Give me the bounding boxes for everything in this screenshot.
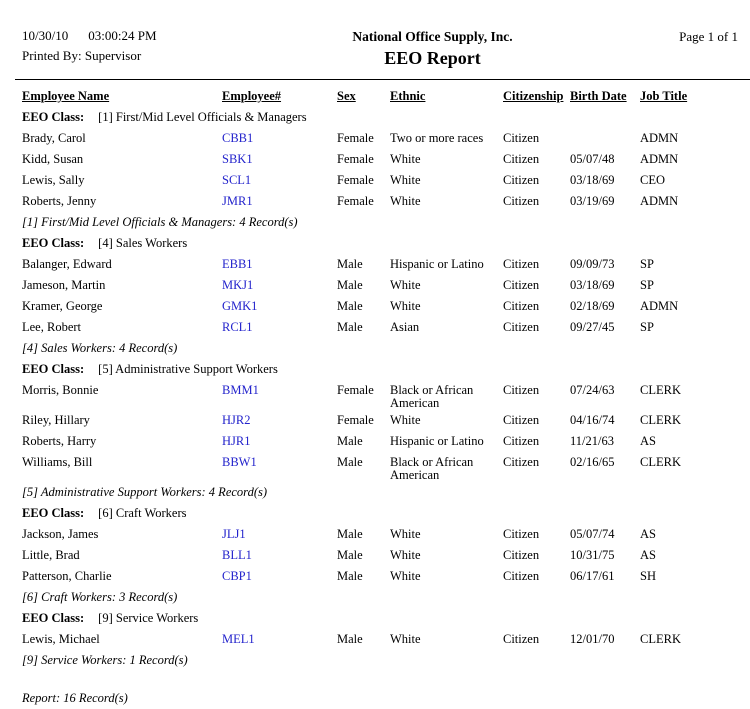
ethnic-cell: Hispanic or Latino [390,434,484,448]
birth-date-cell: 02/16/65 [570,455,615,469]
sex-cell: Male [337,257,363,271]
group-rows [22,254,738,338]
eeo-class-name: [4] Sales Workers [98,236,188,250]
citizenship-cell: Citizen [503,527,540,541]
sex-cell: Male [337,527,363,541]
employee-row [22,452,738,482]
page-indicator: Page 1 of 1 [679,29,738,44]
sex-cell: Female [337,131,374,145]
birth-date-cell: 07/24/63 [570,383,615,397]
birth-date-cell: 09/09/73 [570,257,615,271]
job-title-cell: SP [640,278,654,292]
header-rule [15,79,750,80]
employee-row [22,191,738,212]
citizenship-cell: Citizen [503,299,540,313]
employee-number-link[interactable]: JMR1 [222,194,253,208]
sex-cell: Male [337,299,363,313]
employee-row [22,545,738,566]
eeo-class-header [22,503,738,524]
employee-number-link[interactable]: BLL1 [222,548,252,562]
group-record-count: [5] Administrative Support Workers: 4 Record(s) [22,485,268,499]
company-name: National Office Supply, Inc. [352,29,513,44]
job-title-cell: ADMN [640,152,679,166]
group-rows [22,128,738,212]
col-birth-date: Birth Date [570,89,627,103]
sex-cell: Male [337,455,363,469]
sex-cell: Female [337,413,374,427]
print-time: 03:00:24 PM [88,28,157,43]
employee-number-link[interactable]: SCL1 [222,173,252,187]
employee-name-cell: Kramer, George [22,299,103,313]
citizenship-cell: Citizen [503,320,540,334]
birth-date-cell: 03/18/69 [570,278,615,292]
print-info [22,28,237,64]
eeo-class-group [22,608,738,671]
ethnic-cell: Black or African American [390,383,474,410]
report-title: EEO Report [384,48,481,68]
sex-cell: Male [337,434,363,448]
eeo-class-group [22,233,738,359]
employee-name-cell: Brady, Carol [22,131,86,145]
citizenship-cell: Citizen [503,413,540,427]
job-title-cell: AS [640,548,656,562]
employee-name-cell: Patterson, Charlie [22,569,112,583]
ethnic-cell: White [390,299,421,313]
employee-name-cell: Kidd, Susan [22,152,84,166]
job-title-cell: AS [640,434,656,448]
job-title-cell: CLERK [640,383,681,397]
employee-row [22,380,738,410]
employee-number-link[interactable]: JLJ1 [222,527,246,541]
job-title-cell: SH [640,569,656,583]
title-block [237,28,628,69]
group-record-count: [6] Craft Workers: 3 Record(s) [22,590,178,604]
ethnic-cell: White [390,527,421,541]
employee-name-cell: Balanger, Edward [22,257,112,271]
column-header-row [22,86,738,107]
employee-name-cell: Roberts, Harry [22,434,97,448]
employee-row [22,524,738,545]
sex-cell: Male [337,320,363,334]
employee-number-link[interactable]: BMM1 [222,383,259,397]
sex-cell: Male [337,569,363,583]
employee-name-cell: Roberts, Jenny [22,194,97,208]
citizenship-cell: Citizen [503,194,540,208]
employee-row [22,275,738,296]
col-job-title: Job Title [640,89,688,103]
group-record-count: [9] Service Workers: 1 Record(s) [22,653,188,667]
birth-date-cell: 04/16/74 [570,413,615,427]
eeo-class-label: EEO Class: [22,506,85,520]
sex-cell: Female [337,152,374,166]
group-rows [22,629,738,650]
sex-cell: Female [337,383,374,397]
employee-number-link[interactable]: EBB1 [222,257,253,271]
employee-name-cell: Jackson, James [22,527,99,541]
eeo-class-name: [6] Craft Workers [98,506,187,520]
citizenship-cell: Citizen [503,257,540,271]
employee-name-cell: Little, Brad [22,548,80,562]
job-title-cell: CLERK [640,455,681,469]
eeo-class-header [22,107,738,128]
birth-date-cell: 11/21/63 [570,434,614,448]
ethnic-cell: White [390,278,421,292]
birth-date-cell: 02/18/69 [570,299,615,313]
group-record-count: [1] First/Mid Level Officials & Managers: 4 Record(s) [22,215,298,229]
birth-date-cell: 05/07/74 [570,527,615,541]
job-title-cell: CLERK [640,632,681,646]
group-rows [22,380,738,482]
ethnic-cell: Asian [390,320,420,334]
report-body [22,107,738,671]
job-title-cell: ADMN [640,194,679,208]
citizenship-cell: Citizen [503,548,540,562]
group-record-count: [4] Sales Workers: 4 Record(s) [22,341,178,355]
employee-number-link[interactable]: MKJ1 [222,278,254,292]
citizenship-cell: Citizen [503,455,540,469]
eeo-class-label: EEO Class: [22,362,85,376]
employee-row [22,128,738,149]
citizenship-cell: Citizen [503,131,540,145]
citizenship-cell: Citizen [503,434,540,448]
eeo-class-header [22,233,738,254]
employee-number-link[interactable]: GMK1 [222,299,258,313]
eeo-class-group [22,503,738,608]
job-title-cell: CLERK [640,413,681,427]
eeo-class-group [22,107,738,233]
job-title-cell: CEO [640,173,665,187]
birth-date-cell: 09/27/45 [570,320,615,334]
col-sex: Sex [337,89,356,103]
ethnic-cell: White [390,152,421,166]
citizenship-cell: Citizen [503,632,540,646]
eeo-class-header [22,359,738,380]
col-ethnic: Ethnic [390,89,426,103]
ethnic-cell: White [390,569,421,583]
ethnic-cell: Black or African American [390,455,474,482]
eeo-class-name: [1] First/Mid Level Officials & Managers [98,110,307,124]
job-title-cell: ADMN [640,131,679,145]
employee-number-link[interactable]: SBK1 [222,152,253,166]
ethnic-cell: White [390,632,421,646]
birth-date-cell: 05/07/48 [570,152,615,166]
sex-cell: Male [337,632,363,646]
ethnic-cell: White [390,548,421,562]
employee-name-cell: Lewis, Michael [22,632,100,646]
employee-row [22,317,738,338]
report-header [22,28,738,69]
col-employee-name: Employee Name [22,89,110,103]
birth-date-cell: 12/01/70 [570,632,615,646]
employee-number-link[interactable]: CBP1 [222,569,252,583]
eeo-class-name: [5] Administrative Support Workers [98,362,278,376]
ethnic-cell: Hispanic or Latino [390,257,484,271]
ethnic-cell: Two or more races [390,131,484,145]
employee-name-cell: Riley, Hillary [22,413,90,427]
employee-row [22,431,738,452]
employee-number-link[interactable]: CBB1 [222,131,254,145]
job-title-cell: SP [640,257,654,271]
sex-cell: Male [337,548,363,562]
printed-by: Printed By: Supervisor [22,48,142,63]
employee-number-link[interactable]: RCL1 [222,320,253,334]
eeo-class-label: EEO Class: [22,110,85,124]
employee-name-cell: Morris, Bonnie [22,383,99,397]
sex-cell: Female [337,173,374,187]
citizenship-cell: Citizen [503,278,540,292]
birth-date-cell: 06/17/61 [570,569,615,583]
employee-name-cell: Lee, Robert [22,320,82,334]
employee-row [22,254,738,275]
employee-row [22,629,738,650]
job-title-cell: AS [640,527,656,541]
employee-number-link[interactable]: HJR1 [222,434,251,448]
report-total: Report: 16 Record(s) [22,691,128,705]
birth-date-cell: 10/31/75 [570,548,615,562]
citizenship-cell: Citizen [503,569,540,583]
ethnic-cell: White [390,194,421,208]
employee-name-cell: Jameson, Martin [22,278,106,292]
employee-name-cell: Lewis, Sally [22,173,85,187]
eeo-class-label: EEO Class: [22,611,85,625]
employee-number-link[interactable]: MEL1 [222,632,255,646]
print-date: 10/30/10 [22,28,69,43]
ethnic-cell: White [390,173,421,187]
ethnic-cell: White [390,413,421,427]
employee-row [22,296,738,317]
employee-row [22,410,738,431]
eeo-class-name: [9] Service Workers [98,611,199,625]
sex-cell: Male [337,278,363,292]
birth-date-cell: 03/18/69 [570,173,615,187]
citizenship-cell: Citizen [503,152,540,166]
eeo-class-header [22,608,738,629]
job-title-cell: SP [640,320,654,334]
eeo-class-label: EEO Class: [22,236,85,250]
employee-row [22,149,738,170]
job-title-cell: ADMN [640,299,679,313]
employee-row [22,566,738,587]
employee-number-link[interactable]: BBW1 [222,455,257,469]
col-citizenship: Citizenship [503,89,564,103]
citizenship-cell: Citizen [503,173,540,187]
group-rows [22,524,738,587]
employee-name-cell: Williams, Bill [22,455,93,469]
birth-date-cell: 03/19/69 [570,194,615,208]
col-employee-number: Employee# [222,89,282,103]
employee-row [22,170,738,191]
sex-cell: Female [337,194,374,208]
eeo-class-group [22,359,738,503]
citizenship-cell: Citizen [503,383,540,397]
employee-number-link[interactable]: HJR2 [222,413,251,427]
